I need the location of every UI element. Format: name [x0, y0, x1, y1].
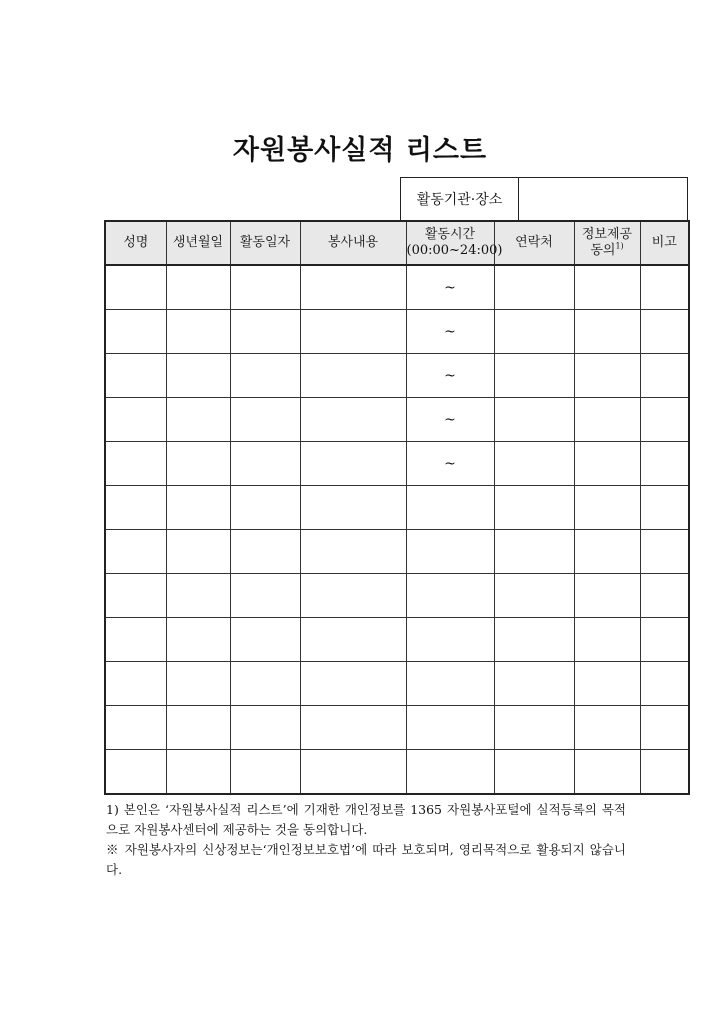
cell-birth[interactable]	[166, 442, 230, 486]
table-row	[105, 442, 689, 486]
cell-date[interactable]	[230, 265, 300, 310]
cell-content[interactable]	[300, 398, 406, 442]
cell-contact[interactable]	[494, 442, 574, 486]
cell-birth[interactable]	[166, 618, 230, 662]
col-header-consent-line2: 동의	[590, 243, 616, 258]
cell-date[interactable]	[230, 354, 300, 398]
cell-name[interactable]	[105, 750, 166, 795]
cell-remarks[interactable]	[640, 574, 689, 618]
cell-date[interactable]	[230, 442, 300, 486]
cell-name[interactable]	[105, 618, 166, 662]
table-row	[105, 310, 689, 354]
cell-remarks[interactable]	[640, 750, 689, 795]
cell-date[interactable]	[230, 706, 300, 750]
cell-contact[interactable]	[494, 618, 574, 662]
cell-time[interactable]	[406, 662, 494, 706]
table-row	[105, 486, 689, 530]
cell-consent[interactable]	[574, 354, 640, 398]
cell-consent[interactable]	[574, 486, 640, 530]
cell-remarks[interactable]	[640, 310, 689, 354]
cell-contact[interactable]	[494, 310, 574, 354]
cell-remarks[interactable]	[640, 398, 689, 442]
cell-remarks[interactable]	[640, 265, 689, 310]
footnote-consent: 1) 본인은 ‘자원봉사실적 리스트’에 기재한 개인정보를 1365 자원봉사포털에 실적등록의 목적으로 자원봉사센터에 제공하는 것을 동의합니다.	[106, 802, 626, 837]
col-header-birth: 생년월일	[166, 221, 230, 265]
cell-time[interactable]: ~	[406, 354, 494, 398]
cell-time[interactable]: ~	[406, 442, 494, 486]
cell-remarks[interactable]	[640, 354, 689, 398]
cell-time[interactable]: ~	[406, 398, 494, 442]
cell-contact[interactable]	[494, 750, 574, 795]
cell-date[interactable]	[230, 750, 300, 795]
cell-content[interactable]	[300, 265, 406, 310]
cell-birth[interactable]	[166, 530, 230, 574]
cell-remarks[interactable]	[640, 530, 689, 574]
cell-contact[interactable]	[494, 265, 574, 310]
col-header-date: 활동일자	[230, 221, 300, 265]
cell-content[interactable]	[300, 750, 406, 795]
cell-date[interactable]	[230, 398, 300, 442]
cell-date[interactable]	[230, 486, 300, 530]
table-row	[105, 662, 689, 706]
cell-date[interactable]	[230, 530, 300, 574]
cell-time[interactable]	[406, 706, 494, 750]
activity-org-label: 활동기관·장소	[401, 178, 519, 220]
cell-remarks[interactable]	[640, 486, 689, 530]
cell-remarks[interactable]	[640, 662, 689, 706]
cell-consent[interactable]	[574, 706, 640, 750]
cell-date[interactable]	[230, 574, 300, 618]
cell-consent[interactable]	[574, 618, 640, 662]
table-row	[105, 706, 689, 750]
cell-date[interactable]	[230, 310, 300, 354]
footnotes	[106, 800, 626, 880]
cell-content[interactable]	[300, 530, 406, 574]
cell-name[interactable]	[105, 265, 166, 310]
cell-content[interactable]	[300, 574, 406, 618]
cell-birth[interactable]	[166, 486, 230, 530]
table-row	[105, 530, 689, 574]
volunteer-record-table	[104, 220, 690, 795]
cell-name[interactable]	[105, 662, 166, 706]
cell-contact[interactable]	[494, 530, 574, 574]
cell-birth[interactable]	[166, 310, 230, 354]
cell-birth[interactable]	[166, 398, 230, 442]
cell-content[interactable]	[300, 310, 406, 354]
col-header-remarks: 비고	[640, 221, 689, 265]
page-title: 자원봉사실적 리스트	[232, 135, 488, 166]
cell-birth[interactable]	[166, 706, 230, 750]
cell-content[interactable]	[300, 486, 406, 530]
cell-birth[interactable]	[166, 662, 230, 706]
cell-consent[interactable]	[574, 574, 640, 618]
col-header-name: 성명	[105, 221, 166, 265]
cell-consent[interactable]	[574, 662, 640, 706]
cell-contact[interactable]	[494, 354, 574, 398]
col-header-consent	[574, 221, 640, 265]
cell-content[interactable]	[300, 706, 406, 750]
cell-content[interactable]	[300, 354, 406, 398]
col-header-consent-line1: 정보제공	[581, 227, 633, 242]
privacy-note: ※ 자원봉사자의 신상정보는‘개인정보보호법’에 따라 보호되며, 영리목적으로 활용되지 않습니다.	[106, 842, 626, 877]
cell-consent[interactable]	[574, 265, 640, 310]
cell-name[interactable]	[105, 574, 166, 618]
table-row	[105, 750, 689, 795]
col-header-time-line1: 활동시간	[424, 227, 476, 242]
cell-name[interactable]	[105, 310, 166, 354]
cell-date[interactable]	[230, 618, 300, 662]
cell-contact[interactable]	[494, 574, 574, 618]
cell-remarks[interactable]	[640, 706, 689, 750]
cell-consent[interactable]	[574, 442, 640, 486]
cell-consent[interactable]	[574, 750, 640, 795]
cell-time[interactable]	[406, 618, 494, 662]
col-header-contact: 연락처	[494, 221, 574, 265]
cell-consent[interactable]	[574, 398, 640, 442]
cell-contact[interactable]	[494, 486, 574, 530]
consent-footnote-marker: 1)	[615, 241, 624, 251]
cell-name[interactable]	[105, 706, 166, 750]
cell-time[interactable]	[406, 750, 494, 795]
cell-contact[interactable]	[494, 706, 574, 750]
cell-date[interactable]	[230, 662, 300, 706]
table-row	[105, 574, 689, 618]
cell-name[interactable]	[105, 354, 166, 398]
cell-time[interactable]	[406, 486, 494, 530]
cell-consent[interactable]	[574, 310, 640, 354]
cell-time[interactable]: ~	[406, 310, 494, 354]
cell-contact[interactable]	[494, 662, 574, 706]
cell-content[interactable]	[300, 662, 406, 706]
cell-time[interactable]	[406, 574, 494, 618]
table-row	[105, 618, 689, 662]
cell-contact[interactable]	[494, 398, 574, 442]
table-row	[105, 265, 689, 310]
cell-birth[interactable]	[166, 750, 230, 795]
cell-birth[interactable]	[166, 265, 230, 310]
col-header-time-line2: (00:00~24:00)	[406, 243, 503, 258]
cell-birth[interactable]	[166, 354, 230, 398]
cell-content[interactable]	[300, 618, 406, 662]
cell-time[interactable]	[406, 530, 494, 574]
cell-content[interactable]	[300, 442, 406, 486]
cell-remarks[interactable]	[640, 442, 689, 486]
cell-birth[interactable]	[166, 574, 230, 618]
cell-time[interactable]: ~	[406, 265, 494, 310]
cell-consent[interactable]	[574, 530, 640, 574]
cell-remarks[interactable]	[640, 618, 689, 662]
cell-name[interactable]	[105, 442, 166, 486]
cell-name[interactable]	[105, 530, 166, 574]
activity-org-box	[400, 177, 688, 220]
cell-name[interactable]	[105, 486, 166, 530]
table-row	[105, 398, 689, 442]
col-header-time	[406, 221, 503, 265]
table-row	[105, 354, 689, 398]
cell-name[interactable]	[105, 398, 166, 442]
table-header-row	[105, 221, 689, 265]
col-header-content: 봉사내용	[300, 221, 406, 265]
activity-org-input[interactable]	[519, 178, 687, 220]
